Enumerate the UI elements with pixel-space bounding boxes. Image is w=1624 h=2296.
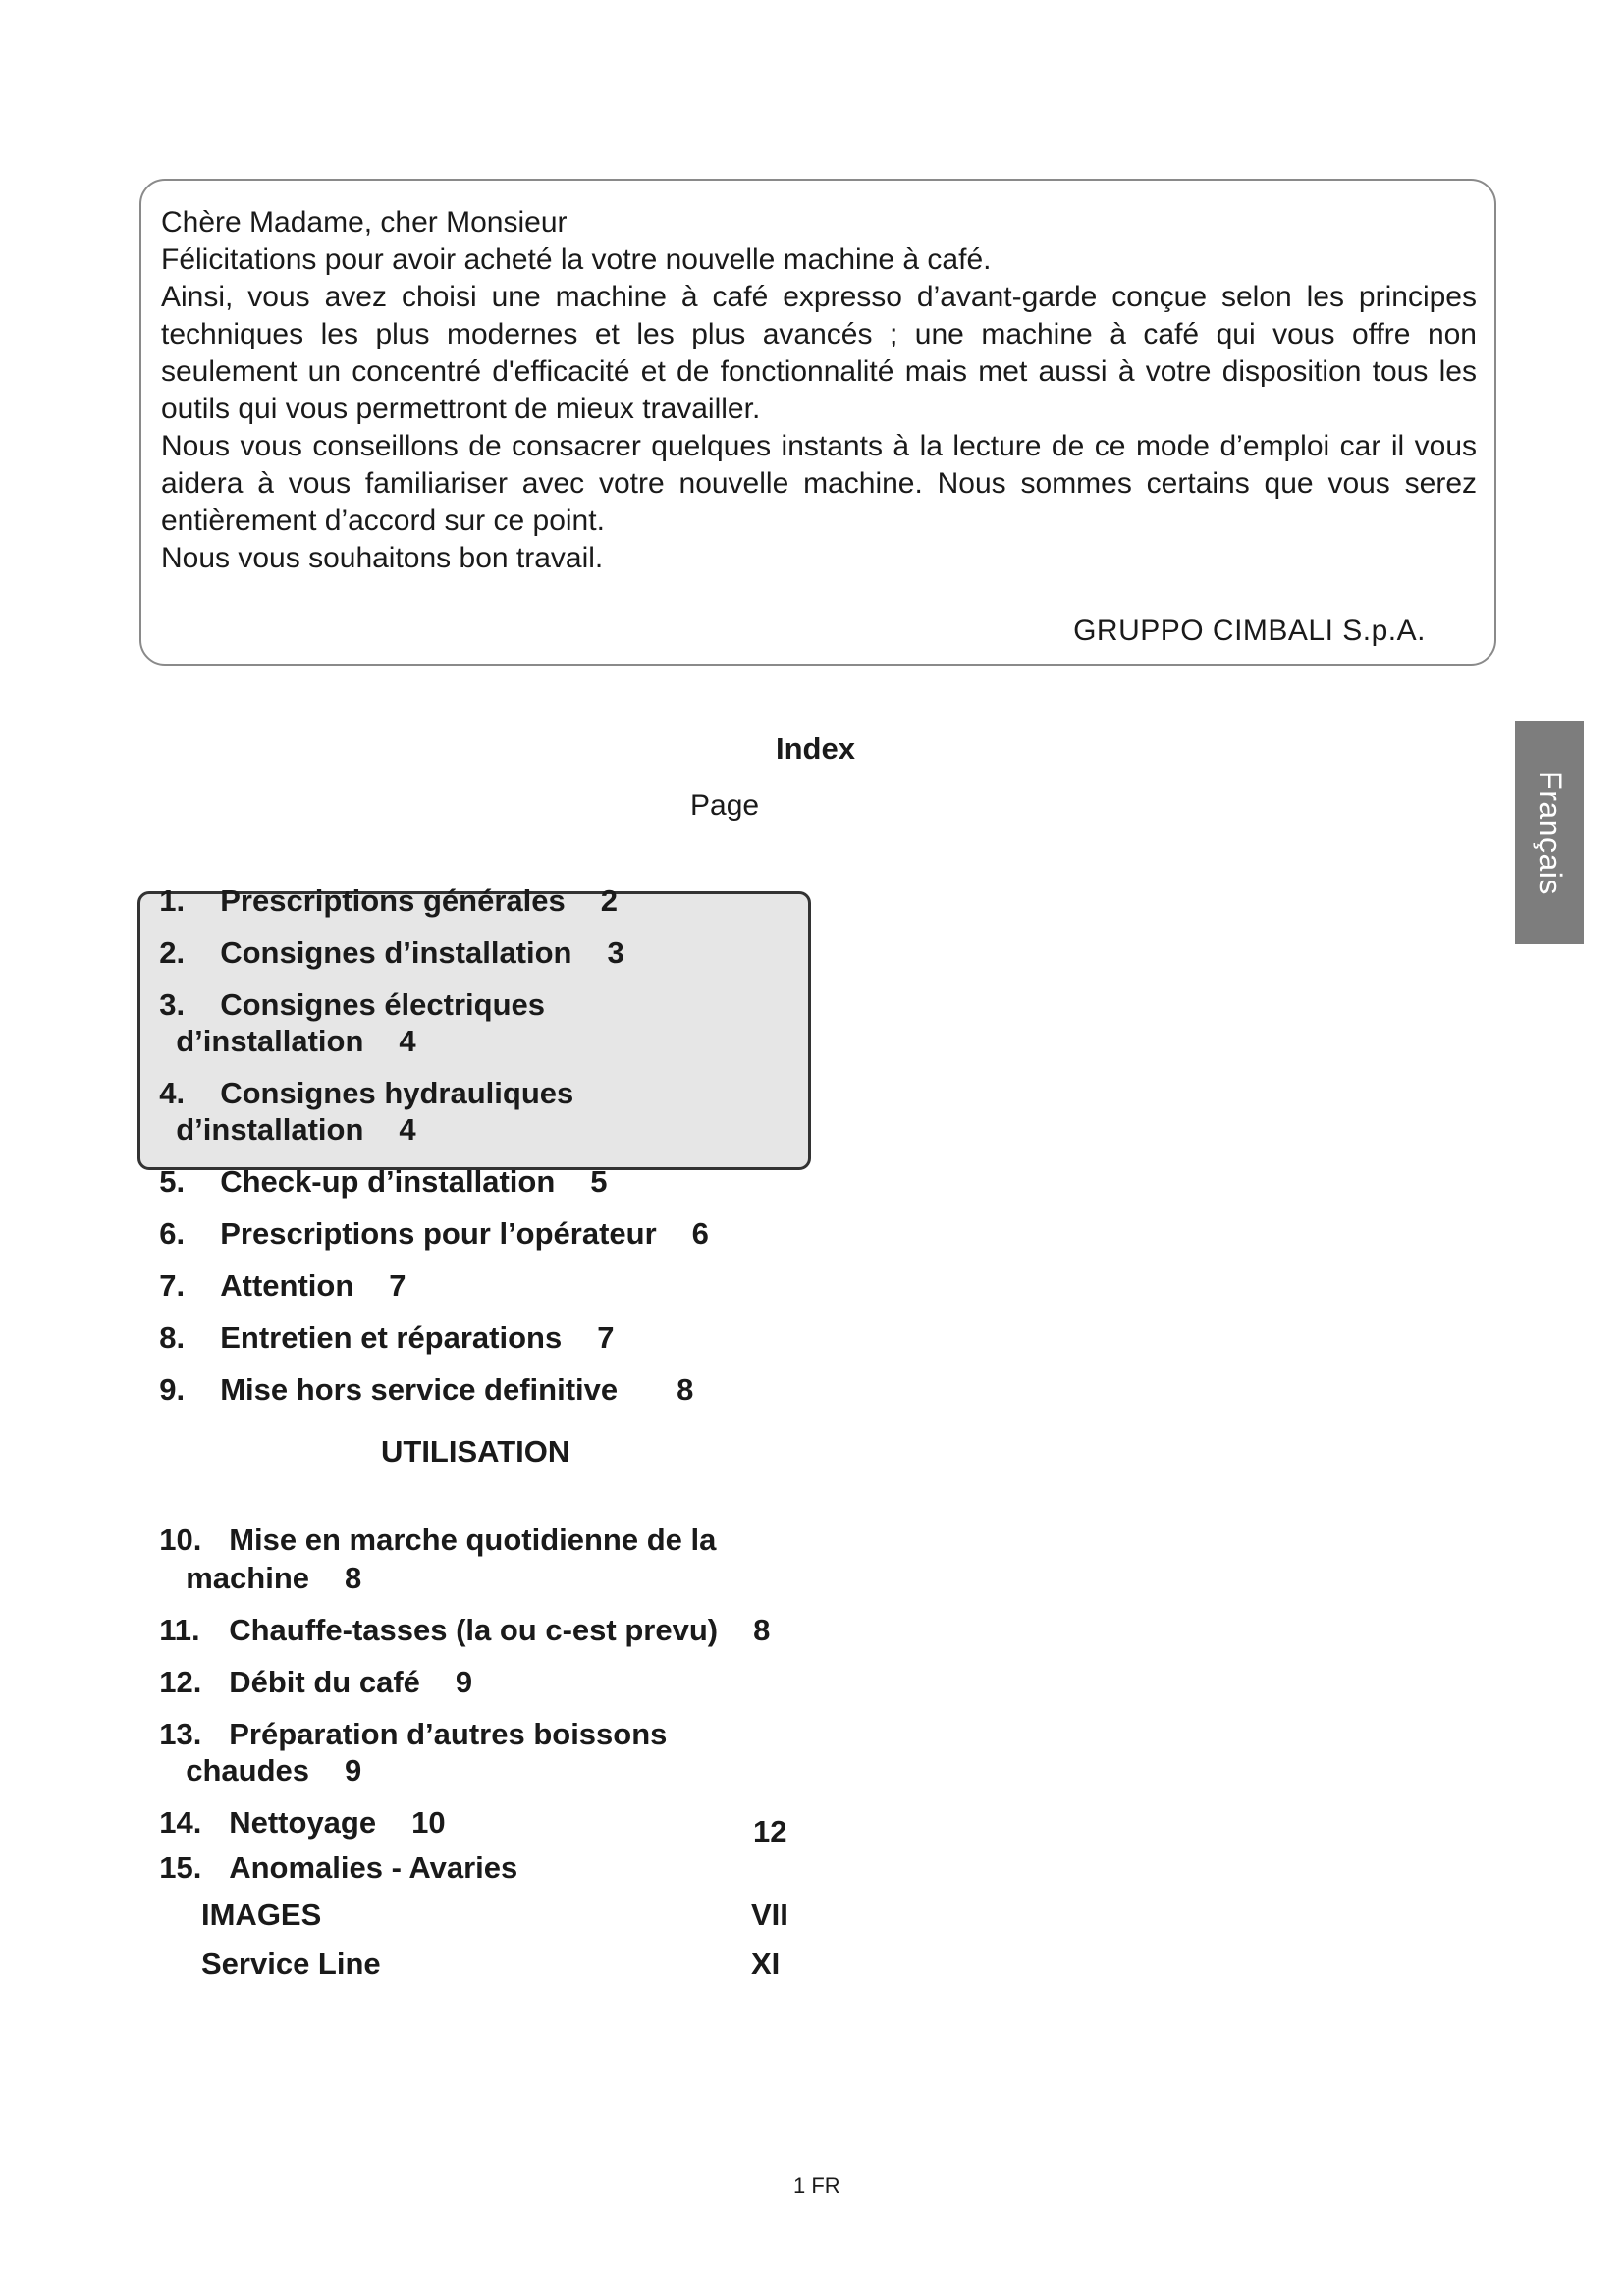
toc-item[interactable]: 7. Attention 7 [159,1268,406,1303]
toc-item-continuation: chaudes 9 [186,1753,362,1788]
toc-item[interactable]: 5. Check-up d’installation 5 [159,1164,608,1199]
welcome-letter-box [139,179,1496,666]
toc-item[interactable]: 10. Mise en marche quotidienne de la [159,1522,717,1557]
language-tab [1515,721,1584,944]
language-tab-label: Français [1532,770,1568,895]
toc-item[interactable]: 8. Entretien et réparations 7 [159,1320,615,1355]
toc-item[interactable]: 14. Nettoyage 10 [159,1805,446,1840]
toc-item[interactable]: 2. Consignes d’installation 3 [159,935,624,970]
toc-item-page: VII [751,1897,788,1932]
toc-item-continuation: d’installation 4 [176,1112,416,1147]
toc-item[interactable]: 12. Débit du café 9 [159,1665,473,1699]
toc-item[interactable]: 13. Préparation d’autres boissons [159,1717,668,1751]
section-heading-utilisation: UTILISATION [381,1434,570,1468]
toc-item[interactable]: 4. Consignes hydrauliques [159,1076,574,1110]
toc-item[interactable]: 3. Consignes électriques [159,988,546,1022]
letter-paragraph: Ainsi, vous avez choisi une machine à café expresso d’avant-garde conçue selon les principes techniques les plus modernes et les plus avancés ; une machine à café qui vous offre non seulement un concentré d'efficacité et de fonctionnalité mais met aussi à votre disposition tous les outils qui vous permettront de mieux travailler. [161,281,1477,425]
toc-item-images[interactable]: IMAGES [201,1897,322,1932]
letter-paragraph: Félicitations pour avoir acheté la votre nouvelle machine à café. [161,243,992,276]
toc-item[interactable]: 15. Anomalies - Avaries [159,1850,518,1885]
toc-item-continuation: machine 8 [186,1561,362,1595]
toc-item-service-line[interactable]: Service Line [201,1947,381,1981]
letter-greeting: Chère Madame, cher Monsieur [161,206,568,239]
toc-item-page: 12 [753,1814,787,1848]
toc-item[interactable]: 6. Prescriptions pour l’opérateur 6 [159,1216,709,1251]
letter-paragraph: Nous vous conseillons de consacrer quelques instants à la lecture de ce mode d’emploi car il vous aidera à vous familiariser avec votre nouvelle machine. Nous sommes certains que vous serez entièrement d’accord sur ce point. [161,430,1477,537]
letter-signature: GRUPPO CIMBALI S.p.A. [1073,614,1426,647]
page-column-label: Page [690,789,760,822]
toc-item[interactable]: 11. Chauffe-tasses (la ou c-est prevu) 8 [159,1613,771,1647]
letter-paragraph: Nous vous souhaitons bon travail. [161,542,604,574]
toc-item-continuation: d’installation 4 [176,1024,416,1058]
index-title: Index [776,731,855,766]
toc-item-page: XI [751,1947,781,1981]
toc-item[interactable]: 9. Mise hors service definitive 8 [159,1372,694,1407]
toc-item[interactable]: 1. Prescriptions générales 2 [159,883,618,918]
page-number: 1 FR [793,2173,840,2198]
